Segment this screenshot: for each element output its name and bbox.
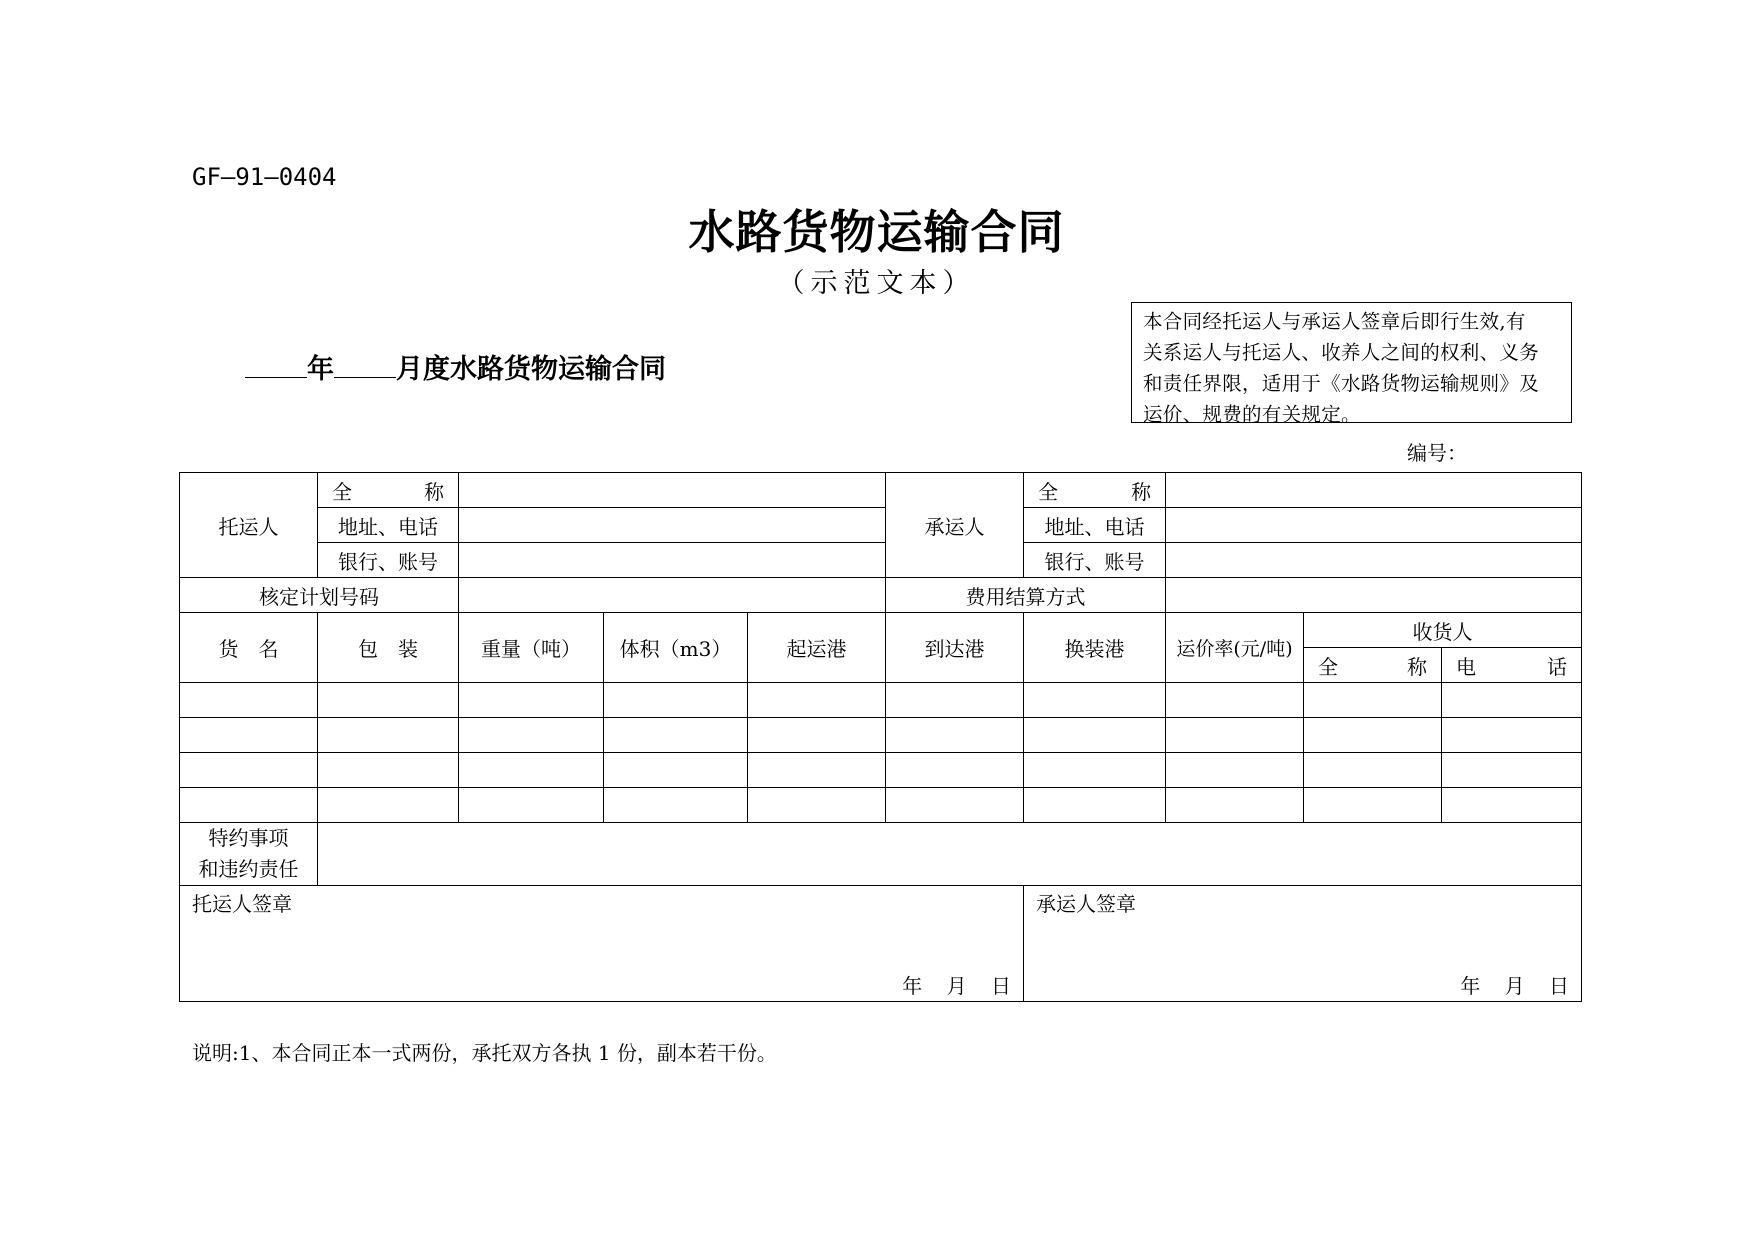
col-freight-rate: 运价率(元/吨) (1166, 613, 1304, 683)
table-cell[interactable] (748, 718, 886, 753)
carrier-bank-account-field[interactable] (1166, 543, 1582, 578)
table-cell[interactable] (748, 753, 886, 788)
table-cell[interactable] (1442, 683, 1582, 718)
carrier-signature-date: 年 月 日 (1460, 974, 1570, 998)
col-destination-port: 到达港 (886, 613, 1024, 683)
monthly-heading-text: 月度水路货物运输合同 (396, 354, 666, 385)
table-cell[interactable] (748, 683, 886, 718)
table-cell[interactable] (1442, 753, 1582, 788)
table-cell[interactable] (604, 788, 748, 823)
table-cell[interactable] (1304, 718, 1442, 753)
footnote: 说明:1、本合同正本一式两份，承托双方各执 1 份，副本若干份。 (192, 1041, 777, 1065)
settlement-method-field[interactable] (1166, 578, 1582, 613)
notice-box (1131, 302, 1572, 426)
col-consignee-name: 全 称 (1304, 648, 1442, 683)
notice-line: 运价、规费的有关规定。 (1143, 403, 1361, 426)
table-cell[interactable] (886, 788, 1024, 823)
table-cell[interactable] (1442, 718, 1582, 753)
shipper-full-name-field[interactable] (459, 473, 886, 508)
table-cell[interactable] (886, 753, 1024, 788)
table-cell[interactable] (604, 753, 748, 788)
page-subtitle: （示范文本） (777, 268, 976, 299)
table-cell[interactable] (1304, 753, 1442, 788)
year-label: 年 (307, 354, 334, 385)
table-cell[interactable] (1024, 753, 1166, 788)
settlement-method-label: 费用结算方式 (886, 578, 1166, 613)
shipper-address-phone-label: 地址、电话 (318, 508, 459, 543)
page-title: 水路货物运输合同 (688, 205, 1065, 259)
col-goods-name: 货 名 (180, 613, 318, 683)
carrier-full-name-field[interactable] (1166, 473, 1582, 508)
notice-line: 和责任界限，适用于《水路货物运输规则》及 (1143, 372, 1540, 395)
notice-line: 本合同经托运人与承运人签章后即行生效,有 (1143, 310, 1526, 333)
table-row (180, 683, 1582, 718)
table-cell[interactable] (1304, 788, 1442, 823)
table-cell[interactable] (1166, 683, 1304, 718)
serial-number-label: 编号： (1407, 441, 1467, 465)
carrier-full-name-label: 全 称 (1024, 473, 1166, 508)
table-cell[interactable] (459, 753, 604, 788)
col-packing: 包 装 (318, 613, 459, 683)
form-code: GF—91—0404 (192, 163, 337, 191)
table-cell[interactable] (318, 788, 459, 823)
shipper-address-phone-field[interactable] (459, 508, 886, 543)
table-cell[interactable] (318, 753, 459, 788)
monthly-heading (245, 347, 666, 386)
table-row (180, 718, 1582, 753)
table-row (180, 753, 1582, 788)
carrier-signature-box[interactable] (1024, 886, 1582, 1002)
col-origin-port: 起运港 (748, 613, 886, 683)
special-terms-field[interactable] (318, 823, 1582, 886)
table-cell[interactable] (886, 718, 1024, 753)
shipper-full-name-label: 全 称 (318, 473, 459, 508)
table-cell[interactable] (886, 683, 1024, 718)
table-cell[interactable] (459, 718, 604, 753)
carrier-signature-label: 承运人签章 (1036, 892, 1137, 916)
table-cell[interactable] (604, 683, 748, 718)
special-terms-line: 特约事项 (208, 826, 289, 850)
table-cell[interactable] (1166, 753, 1304, 788)
carrier-bank-account-label: 银行、账号 (1024, 543, 1166, 578)
year-blank[interactable] (245, 351, 307, 378)
table-cell[interactable] (459, 683, 604, 718)
plan-number-field[interactable] (459, 578, 886, 613)
table-cell[interactable] (748, 788, 886, 823)
carrier-address-phone-field[interactable] (1166, 508, 1582, 543)
table-cell[interactable] (318, 683, 459, 718)
col-consignee: 收货人 (1304, 613, 1582, 648)
table-cell[interactable] (180, 718, 318, 753)
table-cell[interactable] (1166, 788, 1304, 823)
carrier-address-phone-label: 地址、电话 (1024, 508, 1166, 543)
contract-form-table (179, 472, 1582, 1002)
table-cell[interactable] (1024, 788, 1166, 823)
table-cell[interactable] (1442, 788, 1582, 823)
table-cell[interactable] (1024, 718, 1166, 753)
shipper-signature-box[interactable] (180, 886, 1024, 1002)
table-cell[interactable] (318, 718, 459, 753)
col-weight: 重量（吨） (459, 613, 604, 683)
shipper-bank-account-field[interactable] (459, 543, 886, 578)
table-cell[interactable] (180, 683, 318, 718)
col-transship-port: 换装港 (1024, 613, 1166, 683)
notice-line: 关系运人与托运人、收养人之间的权利、义务 (1143, 341, 1540, 364)
shipper-label: 托运人 (180, 473, 318, 578)
carrier-label: 承运人 (886, 473, 1024, 578)
table-cell[interactable] (1166, 718, 1304, 753)
table-row (180, 788, 1582, 823)
special-terms-label (180, 823, 318, 886)
col-consignee-phone: 电 话 (1442, 648, 1582, 683)
table-cell[interactable] (604, 718, 748, 753)
table-cell[interactable] (1024, 683, 1166, 718)
shipper-bank-account-label: 银行、账号 (318, 543, 459, 578)
shipper-signature-date: 年 月 日 (902, 974, 1012, 998)
table-cell[interactable] (180, 753, 318, 788)
shipper-signature-label: 托运人签章 (192, 892, 292, 916)
table-cell[interactable] (1304, 683, 1442, 718)
table-cell[interactable] (459, 788, 604, 823)
col-volume: 体积（m3） (604, 613, 748, 683)
special-terms-line: 和违约责任 (198, 857, 299, 881)
month-blank[interactable] (334, 351, 396, 378)
plan-number-label: 核定计划号码 (180, 578, 459, 613)
table-cell[interactable] (180, 788, 318, 823)
